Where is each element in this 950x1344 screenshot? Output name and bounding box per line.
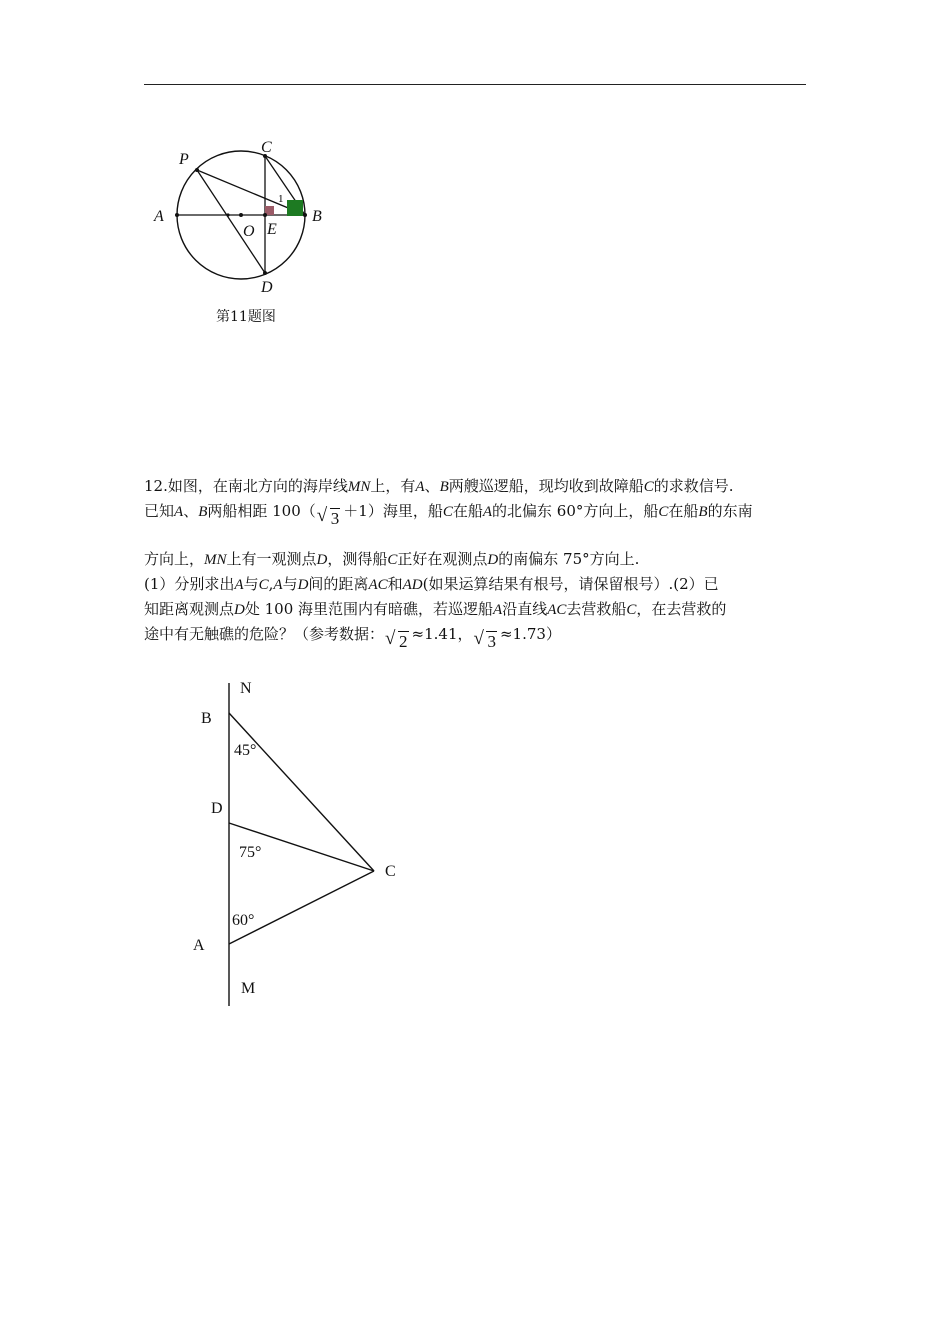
label-angle-1: 1 xyxy=(278,193,284,205)
sqrt-3: √ 3 xyxy=(319,507,341,531)
label-a2: A xyxy=(193,937,205,954)
highlight-marker xyxy=(287,200,303,216)
point-d xyxy=(263,271,267,275)
label-p: P xyxy=(179,151,189,168)
label-b: B xyxy=(312,208,322,225)
segment-pd xyxy=(197,170,265,273)
label-m: M xyxy=(241,980,256,997)
label-n: N xyxy=(240,680,252,697)
figure-12 xyxy=(193,680,396,1006)
figure-11-caption: 第11题图 xyxy=(216,309,276,325)
problem-line-3: 方向上，MN上有一观测点D，测得船C正好在观测点D的南偏东 75°方向上. xyxy=(144,550,640,568)
label-c2: C xyxy=(385,863,396,880)
angle-45: 45° xyxy=(234,742,257,759)
problem-line-2: 已知A、B两船相距 100（√ 3 ＋1）海里，船C在船A的北偏东 60°方向上，船C在船B的东南 xyxy=(144,499,808,547)
point-e xyxy=(263,213,267,217)
angle-60: 60° xyxy=(232,912,255,929)
label-o: O xyxy=(243,223,255,240)
label-d: D xyxy=(261,279,273,296)
point-p xyxy=(195,168,199,172)
point-o xyxy=(239,213,243,217)
sqrt-3b: √ 3 xyxy=(475,630,497,654)
segment-ac xyxy=(229,871,374,944)
problem-line-5: 知距离观测点D处 100 海里范围内有暗礁，若巡逻船A沿直线AC去营救船C，在去营救的 xyxy=(144,600,727,618)
label-c: C xyxy=(261,139,272,156)
angle-75: 75° xyxy=(239,844,262,861)
label-a: A xyxy=(154,208,164,225)
problem-line-1: 12.如图，在南北方向的海岸线MN上，有A、B两艘巡逻船，现均收到故障船C的求救信号. xyxy=(144,477,734,495)
point-a xyxy=(175,213,179,217)
label-b2: B xyxy=(201,710,212,727)
problem-line-4: (1）分别求出A与C,A与D间的距离AC和AD(如果运算结果有根号，请保留根号）.(2）已 xyxy=(144,575,719,593)
point-x xyxy=(226,213,229,216)
problem-line-6: 途中有无触礁的危险？（参考数据：√ 2 ≈1.41，√ 3 ≈1.73） xyxy=(144,622,808,654)
label-e: E xyxy=(267,221,277,238)
problem-12 xyxy=(144,474,808,654)
sqrt-2: √ 2 xyxy=(387,630,409,654)
point-b xyxy=(303,213,307,217)
label-d2: D xyxy=(211,800,223,817)
